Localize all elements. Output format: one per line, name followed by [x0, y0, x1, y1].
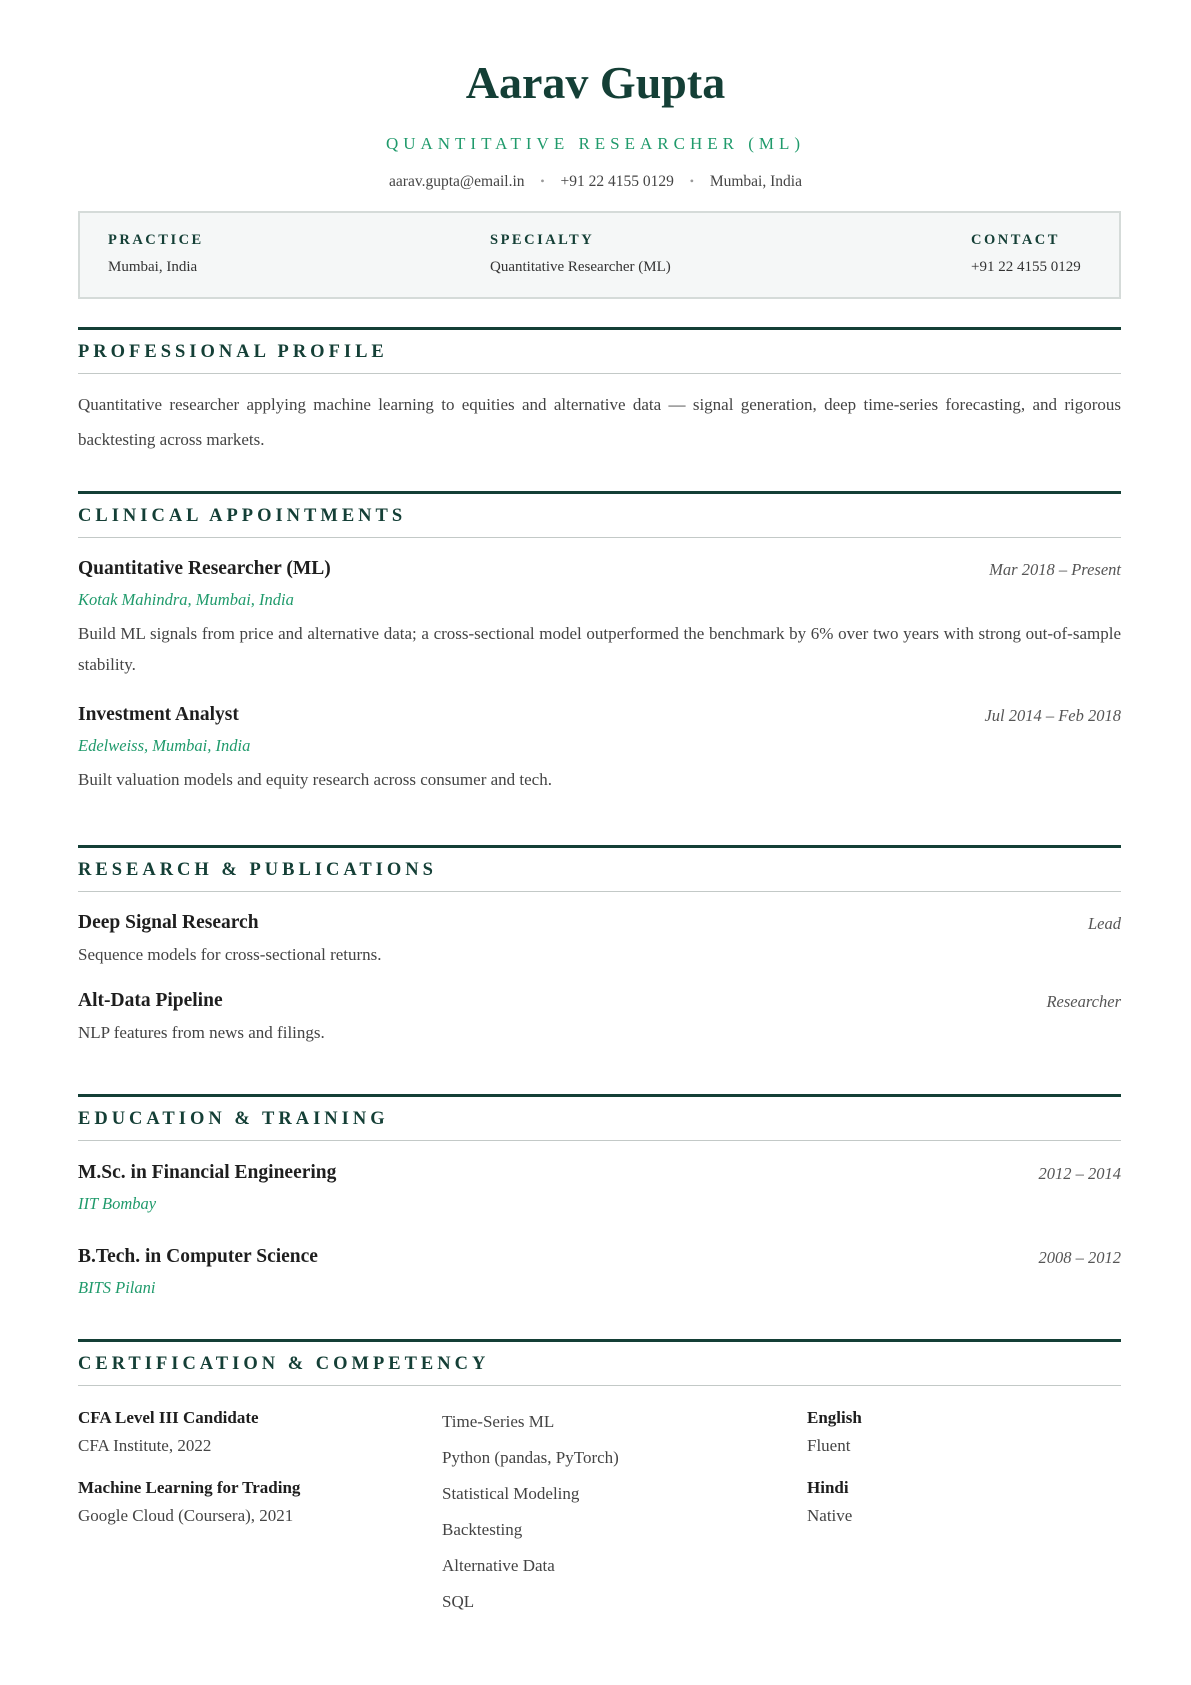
job-dates: Mar 2018 – Present [989, 560, 1121, 579]
experience-entry [78, 703, 1121, 795]
profile-section [78, 327, 1121, 457]
job-dates: Jul 2014 – Feb 2018 [984, 706, 1121, 725]
school-name: BITS Pilani [78, 1278, 156, 1297]
skill-item: Python (pandas, PyTorch) [442, 1448, 619, 1467]
email-text: aarav.gupta@email.in [389, 173, 525, 190]
project-description: Sequence models for cross-sectional returns. [78, 945, 382, 964]
specialty-block [490, 231, 671, 276]
practice-value: Mumbai, India [108, 259, 198, 275]
contact-line [0, 172, 1191, 192]
project-title: Deep Signal Research [78, 912, 259, 933]
research-entry [78, 989, 1121, 1048]
project-description: NLP features from news and filings. [78, 1023, 325, 1042]
job-description: Build ML signals from price and alternative data; a cross-sectional model outperformed the benchmark by 6% over two years with strong out-of-sample stability. [78, 624, 1121, 674]
language-item [807, 1407, 862, 1457]
language-level: Fluent [807, 1436, 851, 1455]
practice-label: PRACTICE [108, 232, 204, 248]
section-heading: CERTIFICATION & COMPETENCY [78, 1339, 1121, 1386]
resume-header [0, 0, 1191, 192]
research-section [78, 845, 1121, 1048]
candidate-name: Aarav Gupta [465, 57, 726, 108]
skill-item: Alternative Data [442, 1556, 555, 1575]
skill-item: Backtesting [442, 1520, 523, 1539]
school-name: IIT Bombay [78, 1194, 157, 1213]
location-text: Mumbai, India [709, 173, 802, 190]
skills-column [442, 1411, 619, 1627]
experience-entry [78, 557, 1121, 680]
separator-dot: • [689, 174, 694, 188]
language-level: Native [807, 1506, 853, 1525]
degree-dates: 2012 – 2014 [1038, 1164, 1121, 1183]
certification-columns [78, 1407, 1121, 1637]
info-box [78, 211, 1121, 299]
certification-item [78, 1407, 300, 1457]
section-heading: PROFESSIONAL PROFILE [78, 327, 1121, 374]
certification-item [78, 1477, 300, 1527]
experience-section [78, 491, 1121, 795]
languages-column [807, 1407, 862, 1527]
skill-item: Time-Series ML [442, 1412, 555, 1431]
separator-dot: • [540, 174, 545, 188]
job-organization: Kotak Mahindra, Mumbai, India [78, 590, 294, 609]
research-entry [78, 911, 1121, 970]
certification-section [78, 1339, 1121, 1637]
phone-text: +91 22 4155 0129 [560, 173, 674, 190]
language-name: English [807, 1408, 862, 1427]
section-heading: CLINICAL APPOINTMENTS [78, 491, 1121, 538]
language-item [807, 1477, 862, 1527]
section-heading: EDUCATION & TRAINING [78, 1094, 1121, 1141]
degree-title: M.Sc. in Financial Engineering [78, 1162, 337, 1183]
education-section [78, 1094, 1121, 1299]
education-entry [78, 1245, 1121, 1299]
certification-name: Machine Learning for Trading [78, 1478, 301, 1497]
certification-issuer: Google Cloud (Coursera), 2021 [78, 1506, 294, 1525]
certification-name: CFA Level III Candidate [78, 1408, 259, 1427]
contact-label: CONTACT [971, 232, 1060, 248]
contact-value: +91 22 4155 0129 [971, 259, 1081, 275]
certification-issuer: CFA Institute, 2022 [78, 1436, 212, 1455]
project-title: Alt-Data Pipeline [78, 990, 223, 1011]
job-description: Built valuation models and equity research across consumer and tech. [78, 770, 552, 789]
job-title: Quantitative Researcher (ML) [78, 558, 331, 579]
certifications-column [78, 1407, 300, 1527]
project-role: Researcher [1046, 992, 1121, 1011]
education-entry [78, 1161, 1121, 1215]
language-name: Hindi [807, 1478, 849, 1497]
degree-dates: 2008 – 2012 [1038, 1248, 1121, 1267]
project-role: Lead [1088, 914, 1121, 933]
contact-block [971, 231, 1081, 276]
degree-title: B.Tech. in Computer Science [78, 1246, 318, 1267]
skill-item: SQL [442, 1592, 475, 1611]
skill-item: Statistical Modeling [442, 1484, 580, 1503]
profile-text: Quantitative researcher applying machine learning to equities and alternative data — signal generation, deep time-series forecasting, and rigorous backtesting across markets. [78, 395, 1121, 449]
candidate-title: QUANTITATIVE RESEARCHER (ML) [385, 134, 806, 153]
practice-block [108, 231, 204, 276]
job-title: Investment Analyst [78, 704, 239, 725]
section-heading: RESEARCH & PUBLICATIONS [78, 845, 1121, 892]
specialty-value: Quantitative Researcher (ML) [490, 259, 671, 275]
specialty-label: SPECIALTY [490, 232, 595, 248]
job-organization: Edelweiss, Mumbai, India [78, 736, 251, 755]
